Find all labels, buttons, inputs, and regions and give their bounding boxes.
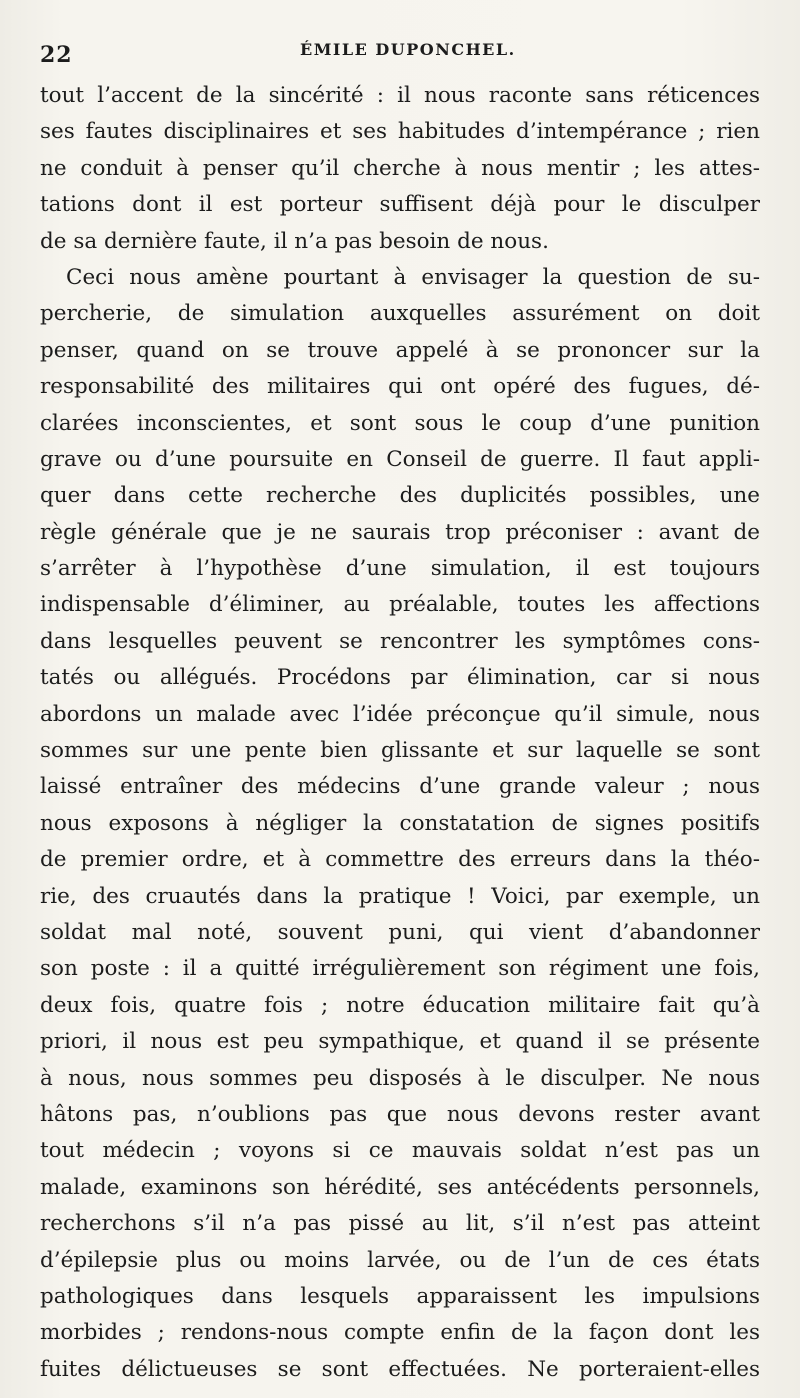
paragraph-start-line: Ceci nous amène pourtant à envisager la question de su- bbox=[66, 264, 760, 290]
text-line: deux fois, quatre fois ; notre éducation militaire fait qu’à bbox=[40, 992, 760, 1018]
text-line: ses fautes disciplinaires et ses habitudes d’intempérance ; rien bbox=[40, 119, 760, 145]
page-number: 22 bbox=[40, 42, 73, 68]
text-line: fuites délictueuses se sont effectuées. Ne porteraient-elles bbox=[40, 1356, 760, 1382]
text-line: s’arrêter à l’hypothèse d’une simulation, il est toujours bbox=[40, 556, 760, 582]
running-head: ÉMILE DUPONCHEL. bbox=[300, 40, 516, 59]
body-text bbox=[40, 78, 760, 1388]
text-line: tout l’accent de la sincérité : il nous raconte sans réticences bbox=[40, 83, 760, 108]
text-line: clarées inconscientes, et sont sous le coup d’une punition bbox=[40, 410, 760, 436]
text-line: priori, il nous est peu sympathique, et quand il se présente bbox=[40, 1029, 760, 1055]
page-header bbox=[40, 38, 760, 78]
text-line: tatés ou allégués. Procédons par élimination, car si nous bbox=[40, 665, 760, 691]
text-line: sommes sur une pente bien glissante et sur laquelle se sont bbox=[40, 738, 760, 764]
text-line: tout médecin ; voyons si ce mauvais soldat n’est pas un bbox=[40, 1138, 760, 1164]
text-line: dans lesquelles peuvent se rencontrer les symptômes cons- bbox=[40, 628, 760, 654]
text-line: percherie, de simulation auxquelles assurément on doit bbox=[40, 301, 760, 327]
text-line: penser, quand on se trouve appelé à se prononcer sur la bbox=[40, 337, 760, 363]
text-line: son poste : il a quitté irrégulièrement son régiment une fois, bbox=[40, 956, 760, 982]
text-line: pathologiques dans lesquels apparaissent les impulsions bbox=[40, 1283, 760, 1309]
text-line: morbides ; rendons-nous compte enfin de la façon dont les bbox=[40, 1320, 760, 1346]
text-line: rie, des cruautés dans la pratique ! Voici, par exemple, un bbox=[40, 883, 760, 909]
text-line: à nous, nous sommes peu disposés à le disculper. Ne nous bbox=[40, 1065, 760, 1091]
paragraph-end-line: de sa dernière faute, il n’a pas besoin de nous. bbox=[40, 228, 549, 254]
text-line: de premier ordre, et à commettre des erreurs dans la théo- bbox=[40, 847, 760, 873]
text-line: quer dans cette recherche des duplicités possibles, une bbox=[40, 483, 760, 509]
text-line: nous exposons à négliger la constatation de signes positifs bbox=[40, 810, 760, 836]
text-line: règle générale que je ne saurais trop préconiser : avant de bbox=[40, 519, 760, 545]
text-line: tations dont il est porteur suffisent déjà pour le disculper bbox=[40, 192, 760, 218]
text-line: ne conduit à penser qu’il cherche à nous mentir ; les attes- bbox=[40, 155, 760, 181]
text-line: d’épilepsie plus ou moins larvée, ou de l’un de ces états bbox=[40, 1247, 760, 1273]
text-line: soldat mal noté, souvent puni, qui vient d’abandonner bbox=[40, 919, 760, 945]
text-line: hâtons pas, n’oublions pas que nous devons rester avant bbox=[40, 1101, 760, 1127]
text-line: abordons un malade avec l’idée préconçue qu’il simule, nous bbox=[40, 701, 760, 727]
text-line: grave ou d’une poursuite en Conseil de guerre. Il faut appli- bbox=[40, 446, 760, 472]
text-line: indispensable d’éliminer, au préalable, toutes les affections bbox=[40, 592, 760, 618]
text-line: responsabilité des militaires qui ont opéré des fugues, dé- bbox=[40, 374, 760, 400]
text-line: recherchons s’il n’a pas pissé au lit, s’il n’est pas atteint bbox=[40, 1211, 760, 1237]
text-line: laissé entraîner des médecins d’une grande valeur ; nous bbox=[40, 774, 760, 800]
text-line: malade, examinons son hérédité, ses antécédents personnels, bbox=[40, 1174, 760, 1200]
